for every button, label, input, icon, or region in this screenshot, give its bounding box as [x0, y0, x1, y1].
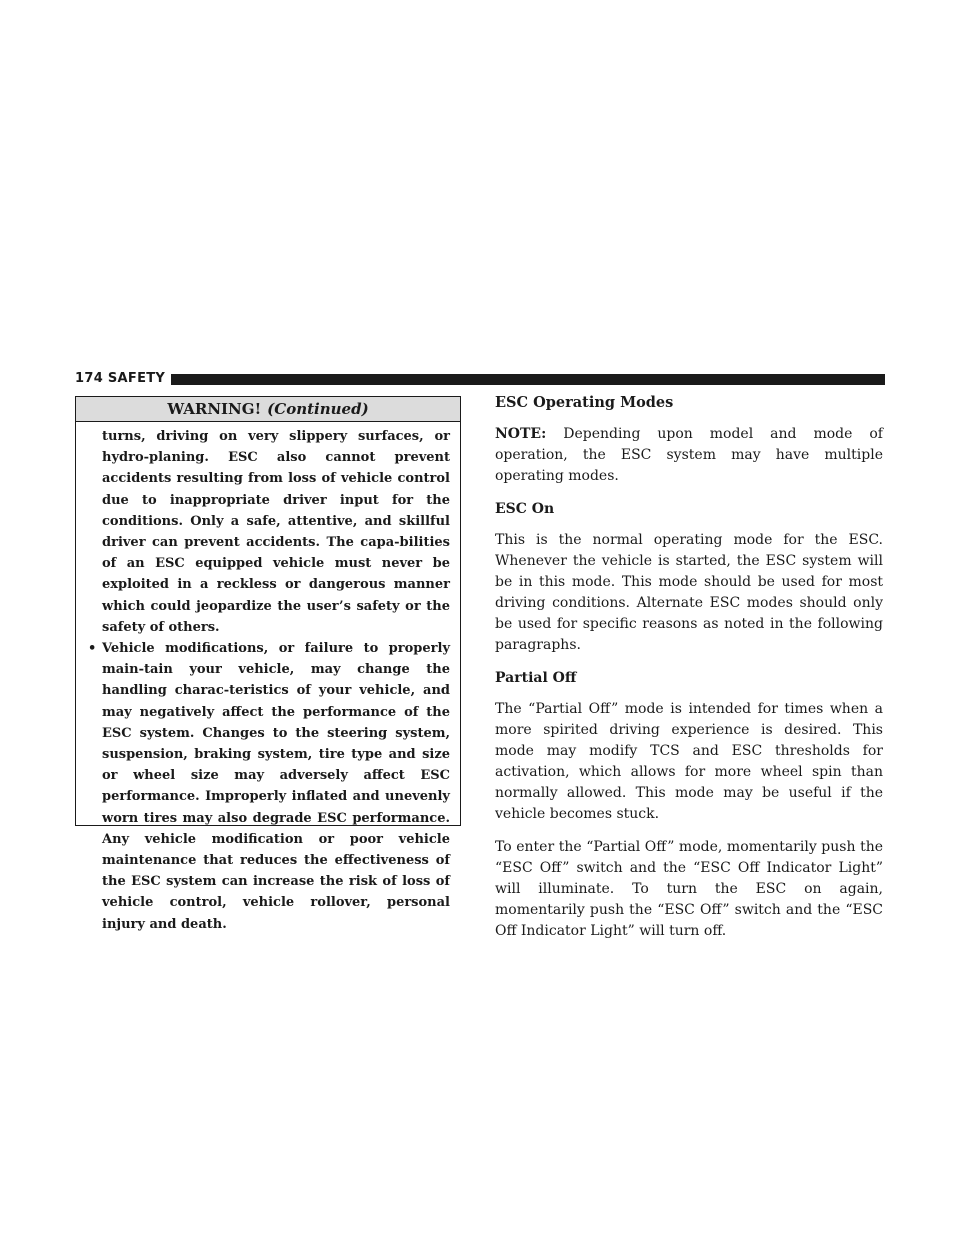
esc-on-heading: ESC On [495, 501, 555, 517]
partial-off-paragraph: The “Partial Off” mode is intended for times when a more spirited driving experience is desired. This mode may modify TCS and ESC thresholds for activation, which allows for more wheel spin than normally allowed. This mode may be useful if the vehicle becomes stuck. [495, 701, 883, 822]
enter-partial-off-paragraph: To enter the “Partial Off” mode, momentarily push the “ESC Off” switch and the “ESC Off Indicator Light” will illuminate. To turn the ESC on again, momentarily push the “ESC Off” switch and the “ESC Off Indicator Light” will turn off. [495, 839, 883, 939]
esc-on-paragraph: This is the normal operating mode for the ESC. Whenever the vehicle is started, the ESC system will be in this mode. This mode should be used for most driving conditions. Alternate ESC modes should only be used for specific reasons as noted in the following paragraphs. [495, 532, 883, 653]
bullet-icon: • [88, 641, 97, 657]
partial-off-heading: Partial Off [495, 670, 577, 686]
warning-continued-text: turns, driving on very slippery surfaces, or hydro-planing. ESC also cannot prevent accidents resulting from loss of vehicle control due to inappropriate driver input for the conditions. Only a safe, attentive, and skillful driver can prevent accidents. The capa-bilities of an ESC equipped vehicle must never be exploited in a reckless or dangerous manner which could jeopardize the user’s safety or the safety of others. [102, 429, 450, 635]
warning-box [75, 396, 461, 932]
warning-bullet-item [88, 638, 450, 935]
note-paragraph [495, 424, 883, 487]
header-rule [171, 374, 885, 385]
page-number-section: 174 SAFETY [75, 371, 166, 386]
warning-title: WARNING! [167, 400, 262, 418]
warning-header [76, 397, 460, 422]
section-heading: ESC Operating Modes [495, 394, 674, 411]
warning-bullet-text: Vehicle modifications, or failure to properly main-tain your vehicle, may change the handling charac-teristics of your vehicle, and may negatively affect the performance of the ESC system. Changes to the steering system, suspension, braking system, tire type and size or wheel size may adversely affect ESC performance. Improperly inflated and unevenly worn tires may also degrade ESC performance. Any vehicle modification or poor vehicle maintenance that reduces the effectiveness of the ESC system can increase the risk of loss of vehicle control, vehicle rollover, personal injury and death. [102, 641, 450, 932]
note-text: Depending upon model and mode of operation, the ESC system may have multiple operating modes. [495, 426, 883, 484]
main-content [495, 392, 883, 954]
warning-body [76, 422, 460, 935]
page-header [75, 368, 885, 390]
warning-continued: (Continued) [267, 400, 369, 418]
note-label: NOTE: [495, 426, 547, 442]
